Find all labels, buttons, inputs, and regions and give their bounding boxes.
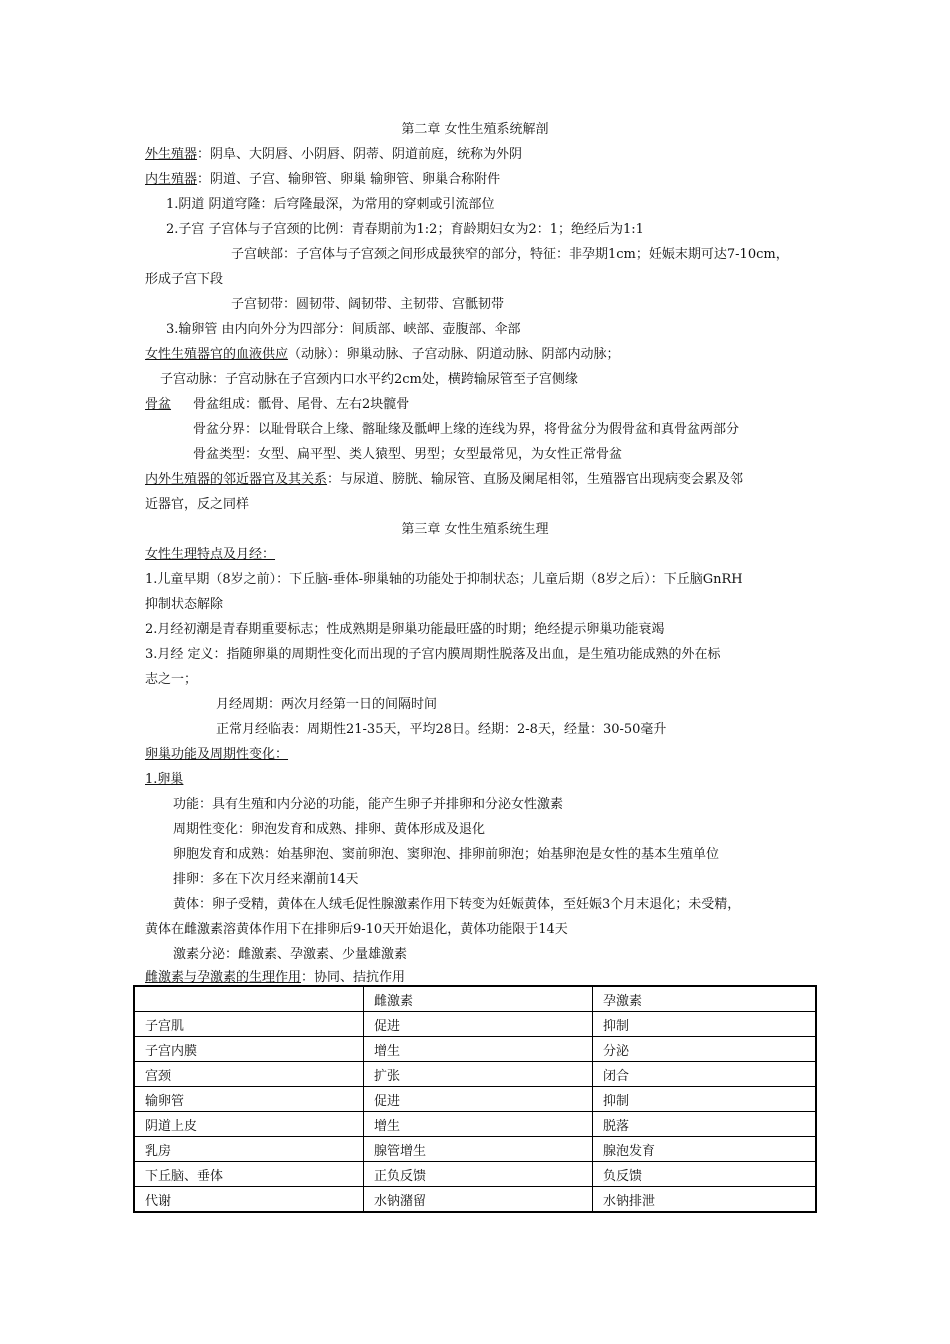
hormone-comparison-table (133, 985, 817, 1213)
table-cell: 水钠潴留 (364, 1187, 593, 1213)
table-cell: 子宫内膜 (134, 1037, 364, 1062)
table-row (134, 1037, 816, 1062)
periodic-change-line: 周期性变化：卵泡发育和成熟、排卵、黄体形成及退化 (173, 822, 486, 837)
table-row (134, 1012, 816, 1037)
pelvis-type-line: 骨盆类型：女型、扁平型、类人猿型、男型；女型最常见，为女性正常骨盆 (193, 447, 623, 462)
table-row (134, 1137, 816, 1162)
table-cell: 腺泡发育 (593, 1137, 817, 1162)
table-cell: 宫颈 (134, 1062, 364, 1087)
adjacent-organs-label: 内外生殖器的邻近器官及其关系 (145, 472, 328, 487)
blood-supply-line (145, 347, 620, 363)
corpus-luteum-line-cont: 黄体在雌激素溶黄体作用下在排卵后9-10天开始退化，黄体功能限于14天 (145, 922, 568, 937)
table-cell: 代谢 (134, 1187, 364, 1213)
table-cell: 阴道上皮 (134, 1112, 364, 1137)
fallopian-tube-line: 3.输卵管 由内向外分为四部分：间质部、峡部、壶腹部、伞部 (166, 322, 521, 337)
corpus-luteum-line: 黄体：卵子受精，黄体在人绒毛促性腺激素作用下转变为妊娠黄体，至妊娠3个月末退化；未受精， (173, 897, 741, 912)
table-header-cell: 孕激素 (593, 986, 817, 1012)
table-cell: 抑制 (593, 1087, 817, 1112)
hormone-effects-text: ：协同、拮抗作用 (301, 970, 406, 985)
normal-menstruation-line: 正常月经临表：周期性21-35天，平均28日。经期：2-8天，经量：30-50毫升 (216, 722, 667, 737)
ligaments-line: 子宫韧带：圆韧带、阔韧带、主韧带、宫骶韧带 (231, 297, 505, 312)
menarche-line: 2.月经初潮是青春期重要标志；性成熟期是卵巢功能最旺盛的时期；绝经提示卵巢功能衰竭 (145, 622, 665, 637)
table-cell: 抑制 (593, 1012, 817, 1037)
table-row (134, 1062, 816, 1087)
external-genitalia-label: 外生殖器 (145, 147, 198, 162)
menstruation-line-cont: 志之一； (145, 672, 198, 687)
blood-supply-label: 女性生殖器官的血液供应 (145, 347, 289, 362)
adjacent-organs-line (145, 472, 743, 488)
hormone-effects-line (145, 970, 405, 986)
ovary-heading: 1.卵巢 (145, 772, 184, 787)
table-row (134, 1087, 816, 1112)
table-cell: 闭合 (593, 1062, 817, 1087)
table-cell: 脱落 (593, 1112, 817, 1137)
internal-genitalia-line (145, 172, 500, 188)
physiology-heading: 女性生理特点及月经： (145, 547, 276, 562)
blood-supply-text: （动脉）：卵巢动脉、子宫动脉、阴道动脉、阴部内动脉； (288, 347, 620, 362)
table-cell: 促进 (364, 1087, 593, 1112)
vagina-line: 1.阴道 阴道穹隆：后穹隆最深，为常用的穿刺或引流部位 (166, 197, 495, 212)
hormone-secretion-line: 激素分泌：雌激素、孕激素、少量雄激素 (173, 947, 408, 962)
table-cell: 分泌 (593, 1037, 817, 1062)
ovary-function-heading: 卵巢功能及周期性变化： (145, 747, 289, 762)
table-cell: 下丘脑、垂体 (134, 1162, 364, 1187)
table-row (134, 1112, 816, 1137)
table-cell: 输卵管 (134, 1087, 364, 1112)
table-cell: 乳房 (134, 1137, 364, 1162)
table-cell: 促进 (364, 1012, 593, 1037)
table-header-cell (134, 986, 364, 1012)
chapter-2-title: 第二章 女性生殖系统解剖 (401, 122, 549, 137)
pelvis-label: 骨盆 (145, 397, 172, 412)
table-cell: 增生 (364, 1037, 593, 1062)
internal-genitalia-text: ：阴道、子宫、输卵管、卵巢 输卵管、卵巢合称附件 (197, 172, 501, 187)
follicle-line: 卵胞发育和成熟：始基卵泡、窦前卵泡、窦卵泡、排卵前卵泡；始基卵泡是女性的基本生殖单位 (173, 847, 720, 862)
table-cell: 水钠排泄 (593, 1187, 817, 1213)
internal-genitalia-label: 内生殖器 (145, 172, 198, 187)
uterus-line: 2.子宫 子宫体与子宫颈的比例：青春期前为1:2；育龄期妇女为2：1；绝经后为1:1 (166, 222, 644, 237)
table-cell: 增生 (364, 1112, 593, 1137)
adjacent-organs-line-cont: 近器官，反之同样 (145, 497, 250, 512)
ovary-function-line: 功能：具有生殖和内分泌的功能，能产生卵子并排卵和分泌女性激素 (173, 797, 564, 812)
table-cell: 正负反馈 (364, 1162, 593, 1187)
pelvis-division-line: 骨盆分界：以耻骨联合上缘、髂耻缘及骶岬上缘的连线为界，将骨盆分为假骨盆和真骨盆两部分 (193, 422, 740, 437)
table-header-row (134, 986, 816, 1012)
isthmus-line: 子宫峡部：子宫体与子宫颈之间形成最狭窄的部分，特征：非孕期1cm；妊娠末期可达7-10cm， (231, 247, 789, 262)
external-genitalia-text: ：阴阜、大阴唇、小阴唇、阴蒂、阴道前庭，统称为外阴 (197, 147, 523, 162)
isthmus-line-cont: 形成子宫下段 (145, 272, 224, 287)
pelvis-composition-line: 骨盆组成：骶骨、尾骨、左右2块髋骨 (193, 397, 410, 412)
uterine-artery-line: 子宫动脉：子宫动脉在子宫颈内口水平约2cm处，横跨输尿管至子宫侧缘 (160, 372, 578, 387)
childhood-line-cont: 抑制状态解除 (145, 597, 224, 612)
menstruation-line: 3.月经 定义：指随卵巢的周期性变化而出现的子宫内膜周期性脱落及出血，是生殖功能成熟的外在标 (145, 647, 721, 662)
table-header-cell: 雌激素 (364, 986, 593, 1012)
hormone-effects-label: 雌激素与孕激素的生理作用 (145, 970, 302, 985)
table-row (134, 1187, 816, 1213)
external-genitalia-line (145, 147, 522, 163)
cycle-line: 月经周期：两次月经第一日的间隔时间 (216, 697, 438, 712)
chapter-3-title: 第三章 女性生殖系统生理 (401, 522, 549, 537)
ovulation-line: 排卵：多在下次月经来潮前14天 (173, 872, 359, 887)
table-row (134, 1162, 816, 1187)
table-cell: 扩张 (364, 1062, 593, 1087)
table-cell: 负反馈 (593, 1162, 817, 1187)
table-cell: 子宫肌 (134, 1012, 364, 1037)
childhood-line: 1.儿童早期（8岁之前）：下丘脑-垂体-卵巢轴的功能处于抑制状态；儿童后期（8岁之后）：下丘脑GnRH (145, 572, 743, 587)
adjacent-organs-text: ：与尿道、膀胱、输尿管、直肠及阑尾相邻，生殖器官出现病变会累及邻 (327, 472, 744, 487)
table-cell: 腺管增生 (364, 1137, 593, 1162)
